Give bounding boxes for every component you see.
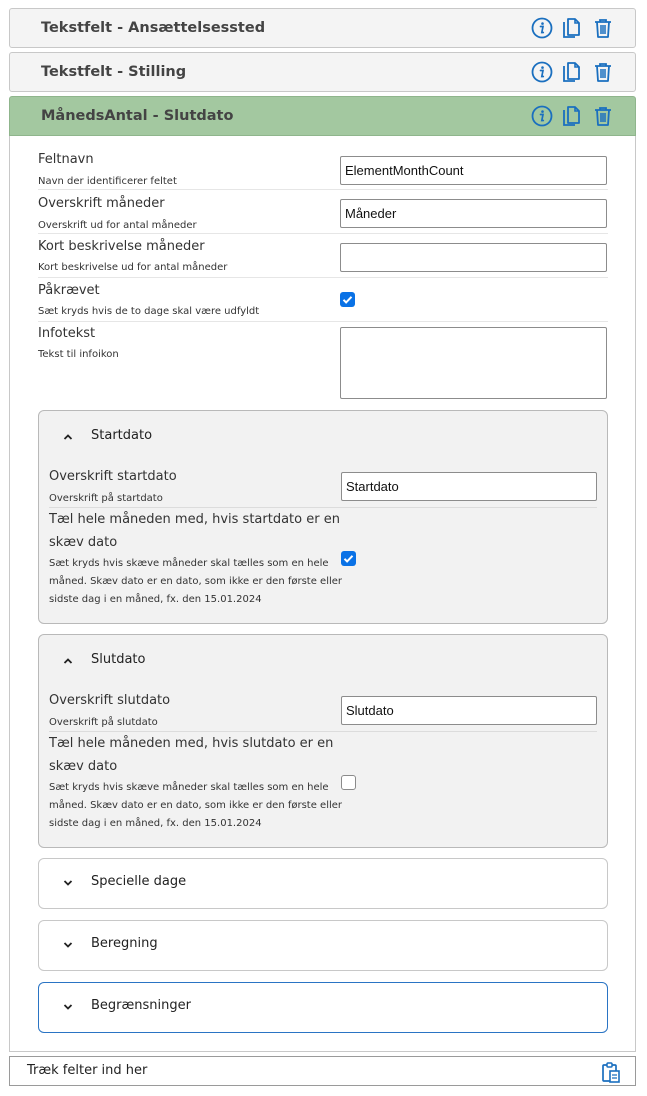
overskrift-help: Overskrift ud for antal måneder (38, 220, 197, 231)
copy-icon[interactable] (561, 105, 583, 127)
chevron-down-icon[interactable] (62, 1001, 74, 1013)
specielle-dage-title[interactable]: Specielle dage (91, 874, 187, 889)
copy-icon[interactable] (561, 61, 583, 83)
overskrift-row (38, 190, 608, 234)
feltnavn-help: Navn der identificerer feltet (38, 176, 177, 187)
field-header-stilling[interactable] (9, 52, 636, 92)
feltnavn-label: Feltnavn (38, 152, 94, 167)
field-title: MånedsAntal - Slutdato (41, 108, 234, 124)
overskrift-label: Overskrift måneder (38, 196, 165, 211)
overskrift-input[interactable] (340, 199, 607, 228)
skaev-slutdato-help-line1: Sæt kryds hvis skæve måneder skal tælles som en hele (49, 782, 329, 793)
trash-icon[interactable] (592, 105, 614, 127)
skaev-startdato-help-line1: Sæt kryds hvis skæve måneder skal tælles som en hele (49, 558, 329, 569)
field-title: Tekstfelt - Stilling (41, 64, 187, 80)
paste-icon[interactable] (600, 1061, 622, 1083)
begraensninger-section[interactable] (38, 982, 608, 1033)
paakraevet-label: Påkrævet (38, 283, 100, 298)
skaev-slutdato-help-line2: måned. Skæv dato er en dato, som ikke er den første eller (49, 800, 343, 811)
feltnavn-input[interactable] (340, 156, 607, 185)
overskrift-slutdato-label: Overskrift slutdato (49, 693, 171, 708)
field-header-ansaettelsessted[interactable] (9, 8, 636, 48)
overskrift-startdato-input[interactable] (341, 472, 597, 501)
infotekst-help: Tekst til infoikon (38, 349, 119, 360)
slutdato-section (38, 634, 608, 848)
skaev-startdato-help-line2: måned. Skæv dato er en dato, som ikke er den første eller (49, 576, 343, 587)
infotekst-label: Infotekst (38, 326, 96, 341)
kort-beskrivelse-input[interactable] (340, 243, 607, 272)
divider (49, 507, 597, 508)
paakraevet-checkbox[interactable] (340, 292, 355, 307)
chevron-down-icon[interactable] (62, 939, 74, 951)
field-settings-panel (9, 136, 636, 1052)
kort-beskrivelse-row (38, 234, 608, 278)
kort-beskrivelse-help: Kort beskrivelse ud for antal måneder (38, 262, 228, 273)
chevron-down-icon[interactable] (62, 877, 74, 889)
startdato-section-title[interactable]: Startdato (91, 428, 153, 443)
overskrift-startdato-label: Overskrift startdato (49, 469, 177, 484)
skaev-startdato-label-line2: skæv dato (49, 535, 118, 550)
skaev-slutdato-label-line1: Tæl hele måneden med, hvis slutdato er en (49, 736, 334, 751)
kort-beskrivelse-label: Kort beskrivelse måneder (38, 239, 205, 254)
field-title: Tekstfelt - Ansættelsessted (41, 20, 266, 36)
beregning-title[interactable]: Beregning (91, 936, 158, 951)
overskrift-startdato-help: Overskrift på startdato (49, 493, 163, 504)
infotekst-textarea[interactable] (340, 327, 607, 399)
startdato-section (38, 410, 608, 624)
drop-zone-text: Træk felter ind her (27, 1063, 148, 1078)
paakraevet-row (38, 278, 608, 322)
skaev-slutdato-help-line3: sidste dag i en måned, fx. den 15.01.2024 (49, 818, 262, 829)
info-icon[interactable] (531, 105, 553, 127)
infotekst-row (38, 322, 608, 402)
specielle-dage-section[interactable] (38, 858, 608, 909)
chevron-up-icon[interactable] (62, 655, 74, 667)
paakraevet-help: Sæt kryds hvis de to dage skal være udfyldt (38, 306, 260, 317)
trash-icon[interactable] (592, 17, 614, 39)
feltnavn-row (38, 146, 608, 190)
divider (49, 731, 597, 732)
skaev-startdato-checkbox[interactable] (341, 551, 356, 566)
info-icon[interactable] (531, 17, 553, 39)
overskrift-slutdato-help: Overskrift på slutdato (49, 717, 158, 728)
field-header-slutdato[interactable] (9, 96, 636, 136)
slutdato-section-title[interactable]: Slutdato (91, 652, 146, 667)
beregning-section[interactable] (38, 920, 608, 971)
trash-icon[interactable] (592, 61, 614, 83)
overskrift-slutdato-input[interactable] (341, 696, 597, 725)
copy-icon[interactable] (561, 17, 583, 39)
drop-zone[interactable] (9, 1056, 636, 1086)
begraensninger-title[interactable]: Begrænsninger (91, 998, 191, 1013)
chevron-up-icon[interactable] (62, 431, 74, 443)
skaev-slutdato-label-line2: skæv dato (49, 759, 118, 774)
info-icon[interactable] (531, 61, 553, 83)
skaev-slutdato-checkbox[interactable] (341, 775, 356, 790)
skaev-startdato-help-line3: sidste dag i en måned, fx. den 15.01.2024 (49, 594, 262, 605)
skaev-startdato-label-line1: Tæl hele måneden med, hvis startdato er en (49, 512, 340, 527)
